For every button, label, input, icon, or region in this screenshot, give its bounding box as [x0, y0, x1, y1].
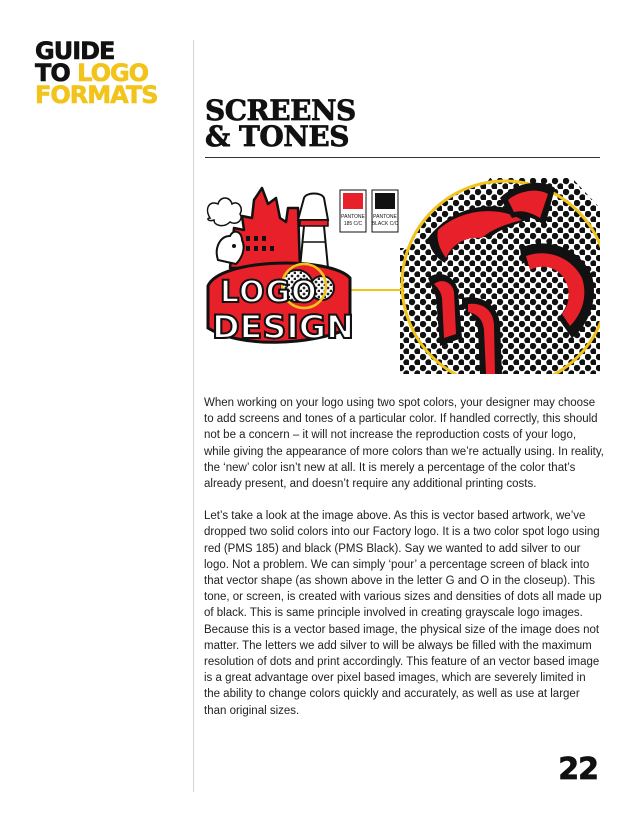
- logo-figure: [200, 178, 600, 374]
- section-title: [205, 94, 356, 153]
- guide-title-line3: FORMATS: [35, 81, 158, 109]
- vertical-divider: [193, 40, 194, 792]
- swatch-black-line1: PANTONE: [373, 214, 397, 220]
- body-copy: [204, 395, 604, 735]
- guide-title-to: TO: [35, 59, 70, 87]
- guide-title: [35, 37, 158, 109]
- guide-title-logo: LOGO: [77, 59, 149, 87]
- factory-logo: [208, 188, 354, 346]
- section-title-line2: & TONES: [205, 120, 349, 153]
- guide-title-line1: GUIDE: [35, 37, 115, 65]
- body-paragraph-2: Let’s take a look at the image above. As this is vector based artwork, we’ve dropped two solid colors into our Factory logo. It is a two color spot logo using red (PMS 185) and black (PMS Black). Say we wanted to add silver to our logo. Not a problem. We can simply ‘pour’ a percentage screen of black into that vector shape (as shown above in the letter G and O in the closeup). This tone, or screen, is created with various sizes and densities of dots all made up of black. This is same principle involved in creating grayscale logo images. Because this is a vector based image, the physical size of the image does not matter. The letters we add silver to will be always be filled with the maximum resolution of dots and print accordingly. This feature of an vector based image is a great advantage over pixel based images, which are severely limited in the ability to change colors quickly and accurately, as well as use at larger than original sizes.: [204, 510, 602, 717]
- halftone-closeup: [400, 178, 600, 374]
- logo-illustration: [200, 178, 600, 374]
- swatch-black: [372, 190, 399, 232]
- logo-word-design: DESIGN: [212, 308, 354, 346]
- title-rule: [205, 157, 600, 158]
- page-number: 22: [558, 752, 598, 787]
- swatch-red: [340, 190, 366, 232]
- swatch-red-line1: PANTONE: [341, 214, 365, 220]
- logo-word-logo: LOGO: [220, 275, 318, 310]
- swatch-black-line2: BLACK C/C: [371, 221, 399, 227]
- swatch-red-line2: 185 C/C: [343, 221, 363, 227]
- section-title-line1: SCREENS: [205, 94, 356, 127]
- body-paragraph-1: When working on your logo using two spot colors, your designer may choose to add screens and tones of a particular color. If handled correctly, this should not be a concern – it will not increase the reproduction costs of your logo, while giving the appearance of more colors than we’re actually using. In reality, the ‘new’ color isn’t new at all. It is merely a percentage of the color that’s already present, and doesn’t require any additional printing costs.: [204, 397, 604, 491]
